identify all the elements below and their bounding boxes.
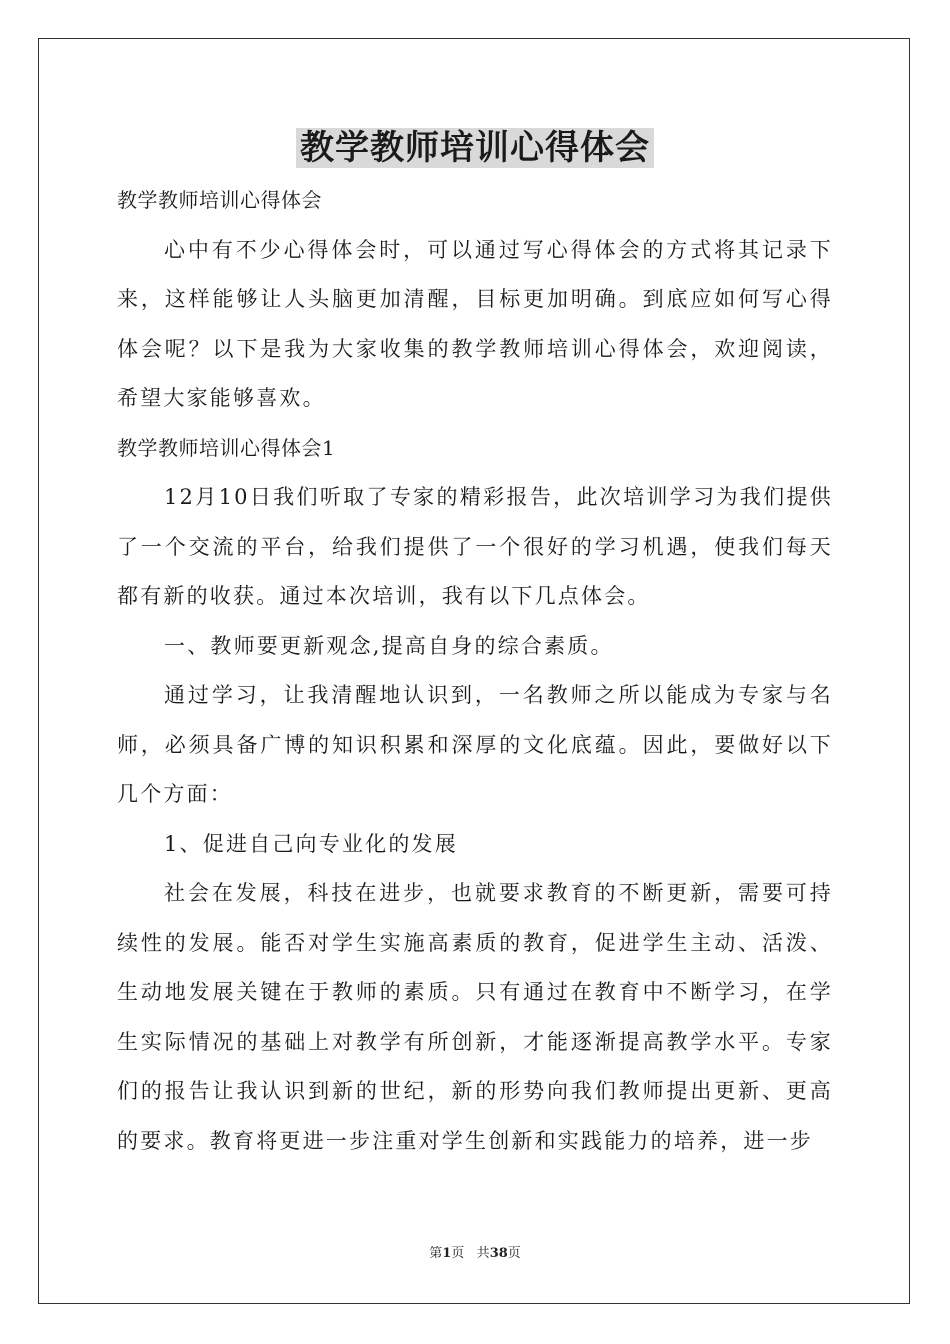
- footer-total-prefix: 共: [476, 1246, 490, 1261]
- body-paragraph: 通过学习，让我清醒地认识到，一名教师之所以能成为专家与名师，必须具备广博的知识积累和深厚的文化底蕴。因此，要做好以下几个方面：: [117, 683, 833, 806]
- body-paragraph: 社会在发展，科技在进步，也就要求教育的不断更新，需要可持续性的发展。能否对学生实施高素质的教育，促进学生主动、活泼、生动地发展关键在于教师的素质。只有通过在教育中不断学习，在学生实际情况的基础上对教学有所创新，才能逐渐提高教学水平。专家们的报告让我认识到新的世纪，新的形势向我们教师提出更新、更高的要求。教育将更进一步注重对学生创新和实践能力的培养，进一步: [117, 881, 833, 1153]
- subtitle-line: 教学教师培训心得体会: [117, 188, 322, 212]
- footer-page-prefix: 第: [429, 1246, 443, 1261]
- footer-total-pages: 38: [489, 1246, 508, 1261]
- section-heading: 教学教师培训心得体会1: [117, 435, 336, 460]
- point-heading: 一、教师要更新观念,提高自身的综合素质。: [164, 633, 614, 658]
- body-paragraph: 12月10日我们听取了专家的精彩报告，此次培训学习为我们提供了一个交流的平台，给我们提供了一个很好的学习机遇，使我们每天都有新的收获。通过本次培训，我有以下几点体会。: [117, 485, 833, 608]
- intro-paragraph: 心中有不少心得体会时，可以通过写心得体会的方式将其记录下来，这样能够让人头脑更加清醒，目标更加明确。到底应如何写心得体会呢？以下是我为大家收集的教学教师培训心得体会，欢迎阅读，希望大家能够喜欢。: [117, 237, 833, 410]
- sub-point-heading: 1、促进自己向专业化的发展: [164, 831, 458, 856]
- page-footer: [0, 1244, 950, 1264]
- footer-page-suffix: 页: [451, 1246, 465, 1261]
- document-title-text: 教学教师培训心得体会: [296, 128, 654, 168]
- document-body: [117, 176, 833, 1166]
- footer-page-number: 1: [442, 1246, 452, 1261]
- footer-total-suffix: 页: [507, 1246, 521, 1261]
- document-title: [0, 124, 950, 172]
